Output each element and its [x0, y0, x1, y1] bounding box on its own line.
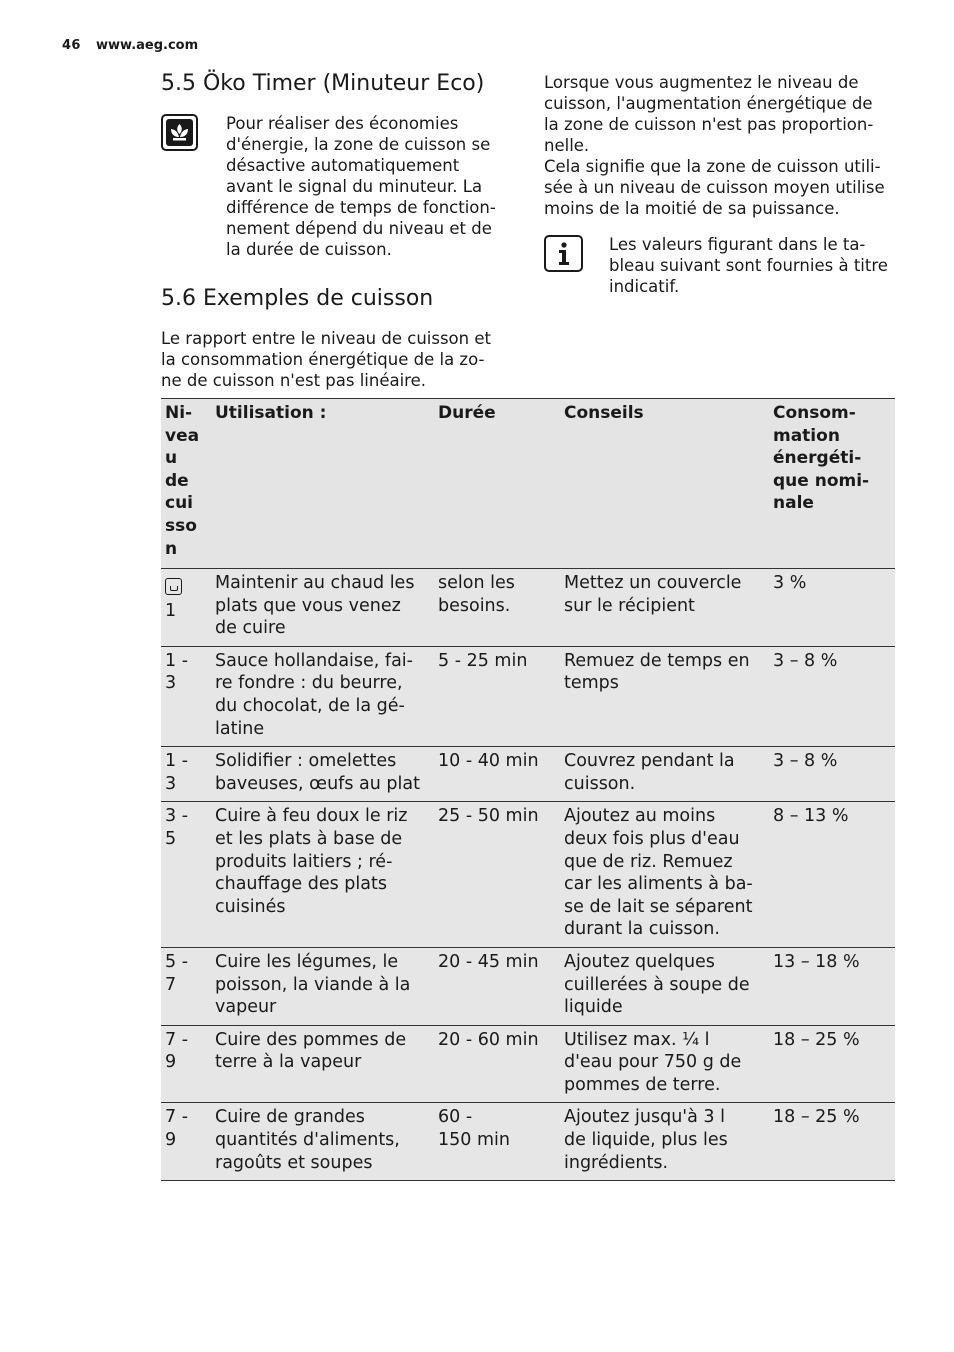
cell-use: Cuire à feu doux le riz et les plats à base de produits laitiers ; ré- chauffage des plats cuisinés [211, 802, 434, 948]
page-number: 46 [62, 38, 81, 53]
cell-consumption: 3 – 8 % [769, 646, 895, 746]
eco-note-line: désactive automatiquement [226, 156, 460, 175]
cell-use: Maintenir au chaud les plats que vous venez de cuire [211, 569, 434, 647]
header-use: Utilisation : [211, 399, 434, 569]
section-5-6-intro [161, 328, 491, 391]
cell-consumption: 8 – 13 % [769, 802, 895, 948]
cell-consumption: 18 – 25 % [769, 1025, 895, 1103]
cell-duration: 20 - 45 min [434, 947, 560, 1025]
cell-level: 1 - 3 [161, 747, 211, 802]
eco-note-line: Pour réaliser des économies [226, 114, 459, 133]
website-url: www.aeg.com [96, 38, 199, 53]
header-consumption: Consom- mation énergéti- que nomi- nale [769, 399, 895, 569]
cell-tips: Mettez un couvercle sur le récipient [560, 569, 769, 647]
keep-warm-icon [165, 578, 182, 595]
cell-use: Sauce hollandaise, fai- re fondre : du beurre, du chocolat, de la gé- latine [211, 646, 434, 746]
cell-tips: Ajoutez quelques cuillerées à soupe de liquide [560, 947, 769, 1025]
para-line: Lorsque vous augmentez le niveau de [544, 73, 859, 92]
cell-tips: Ajoutez au moins deux fois plus d'eau que de riz. Remuez car les aliments à ba- se de lait se séparent durant la cuisson. [560, 802, 769, 948]
table-header-row [161, 399, 895, 569]
intro-line: la consommation énergétique de la zo- [161, 350, 485, 369]
eco-note-line: d'énergie, la zone de cuisson se [226, 135, 491, 154]
cell-tips: Remuez de temps en temps [560, 646, 769, 746]
para-line: sée à un niveau de cuisson moyen utilise [544, 178, 885, 197]
table-row [161, 1025, 895, 1103]
cell-tips: Utilisez max. ¼ l d'eau pour 750 g de pommes de terre. [560, 1025, 769, 1103]
eco-leaf-icon [161, 114, 198, 151]
cooking-examples-table [161, 398, 895, 1181]
cell-use: Cuire les légumes, le poisson, la viande à la vapeur [211, 947, 434, 1025]
eco-note-line: nement dépend du niveau et de [226, 219, 492, 238]
cell-level: 7 - 9 [161, 1025, 211, 1103]
cell-duration: selon les besoins. [434, 569, 560, 647]
intro-line: ne de cuisson n'est pas linéaire. [161, 371, 426, 390]
intro-line: Le rapport entre le niveau de cuisson et [161, 329, 491, 348]
table-row [161, 646, 895, 746]
cell-tips: Couvrez pendant la cuisson. [560, 747, 769, 802]
table-row [161, 947, 895, 1025]
cell-use: Cuire des pommes de terre à la vapeur [211, 1025, 434, 1103]
section-5-6-title: 5.6 Exemples de cuisson [161, 286, 434, 311]
cell-level: 3 - 5 [161, 802, 211, 948]
cell-use: Cuire de grandes quantités d'aliments, ragoûts et soupes [211, 1103, 434, 1181]
header-duration: Durée [434, 399, 560, 569]
cell-consumption: 3 % [769, 569, 895, 647]
para-line: nelle. [544, 136, 590, 155]
cell-consumption: 18 – 25 % [769, 1103, 895, 1181]
cell-level: 7 - 9 [161, 1103, 211, 1181]
cell-duration: 20 - 60 min [434, 1025, 560, 1103]
cell-tips: Ajoutez jusqu'à 3 l de liquide, plus les ingrédients. [560, 1103, 769, 1181]
eco-timer-note [226, 113, 496, 260]
cell-duration: 60 - 150 min [434, 1103, 560, 1181]
table-row [161, 569, 895, 647]
cell-level: 5 - 7 [161, 947, 211, 1025]
cell-consumption: 3 – 8 % [769, 747, 895, 802]
info-note [609, 234, 888, 297]
cell-level: 1 - 3 [161, 646, 211, 746]
energy-paragraph [544, 72, 885, 219]
cell-consumption: 13 – 18 % [769, 947, 895, 1025]
table-row [161, 747, 895, 802]
cell-use: Solidifier : omelettes baveuses, œufs au plat [211, 747, 434, 802]
eco-note-line: avant le signal du minuteur. La [226, 177, 483, 196]
table-row [161, 1103, 895, 1181]
info-line: Les valeurs figurant dans le ta- [609, 235, 866, 254]
header-level: Ni- vea u de cui sso n [161, 399, 211, 569]
para-line: la zone de cuisson n'est pas proportion- [544, 115, 874, 134]
para-line: Cela signifie que la zone de cuisson utili- [544, 157, 881, 176]
level-value: 1 [165, 600, 177, 621]
cell-level [161, 569, 211, 647]
para-line: cuisson, l'augmentation énergétique de [544, 94, 873, 113]
info-line: indicatif. [609, 277, 680, 296]
eco-note-line: différence de temps de fonction- [226, 198, 496, 217]
table-row [161, 802, 895, 948]
header-tips: Conseils [560, 399, 769, 569]
cell-duration: 25 - 50 min [434, 802, 560, 948]
eco-note-line: la durée de cuisson. [226, 240, 392, 259]
section-5-5-title: 5.5 Öko Timer (Minuteur Eco) [161, 71, 485, 96]
info-line: bleau suivant sont fournies à titre [609, 256, 888, 275]
para-line: moins de la moitié de sa puissance. [544, 199, 840, 218]
info-icon [544, 235, 583, 272]
cell-duration: 10 - 40 min [434, 747, 560, 802]
cell-duration: 5 - 25 min [434, 646, 560, 746]
